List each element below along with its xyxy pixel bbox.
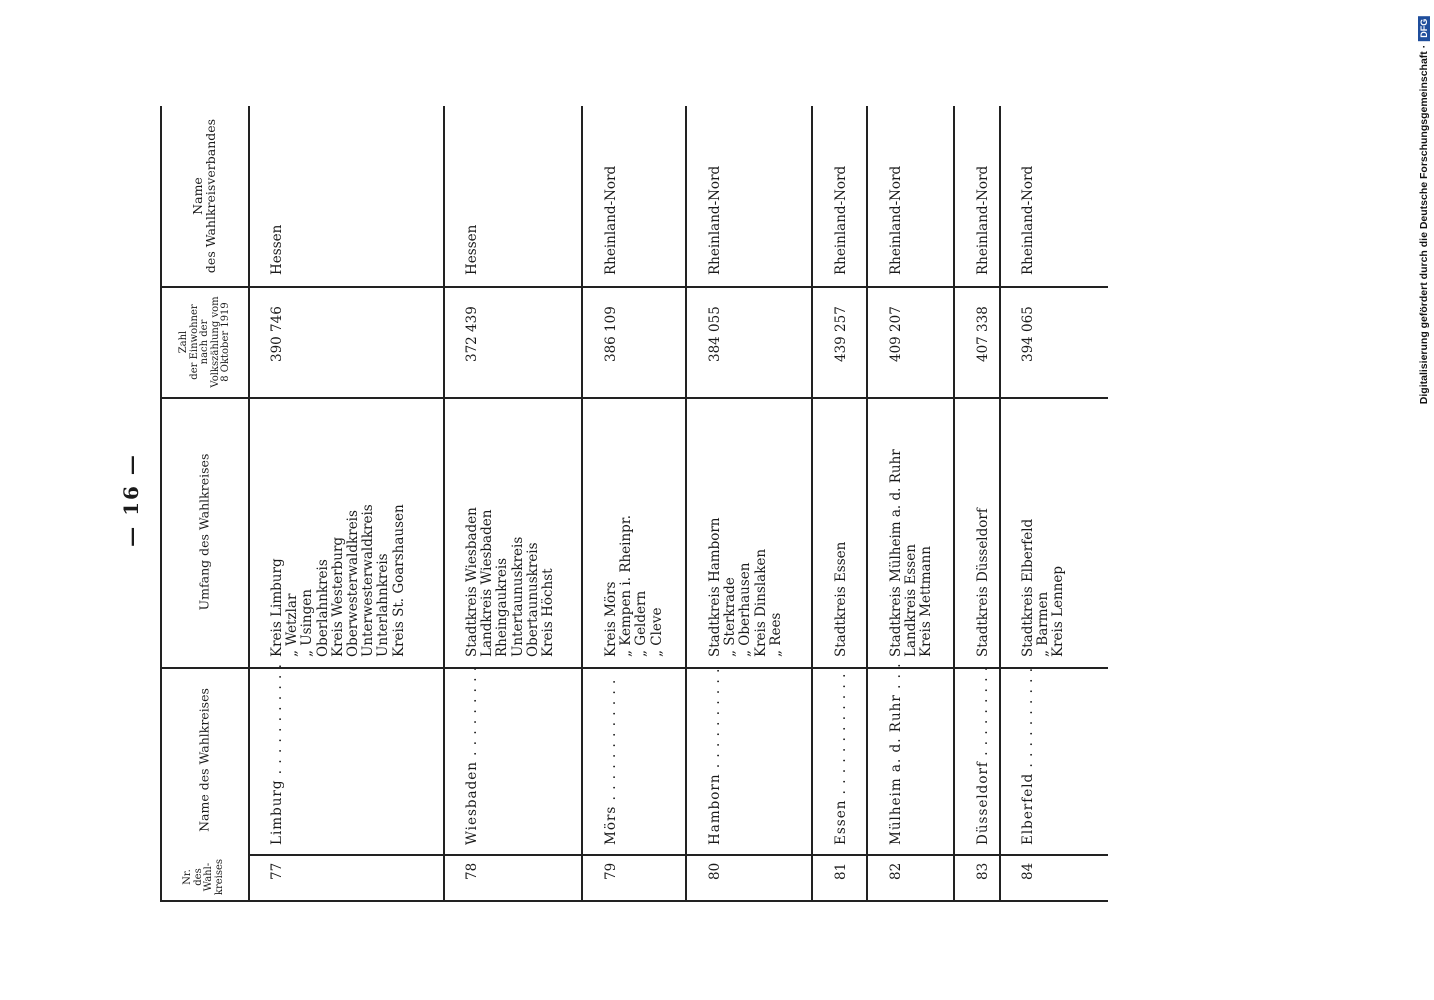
cell-text-umfang bbox=[604, 515, 665, 657]
cell-text-nr: 77 bbox=[269, 862, 285, 880]
rule-row-83 bbox=[953, 106, 955, 902]
umfang-line: Kreis Westerburg bbox=[329, 536, 346, 657]
umfang-line: Stadtkreis Mülheim a. d. Ruhr bbox=[888, 449, 904, 657]
header-nr-line: Wahl- bbox=[203, 862, 214, 892]
header-nr-line: kreises bbox=[213, 858, 225, 896]
umfang-line: Unterlahnkreis bbox=[375, 553, 392, 657]
cell-text-einwohner: 409 207 bbox=[888, 306, 904, 362]
cell-text-verband: Hessen bbox=[269, 224, 285, 275]
umfang-line: „ Kempen i. Rheinpr. bbox=[618, 514, 635, 657]
cell-text-verband: Rheinland-Nord bbox=[603, 165, 619, 275]
cell-text-einwohner: 384 055 bbox=[707, 306, 723, 362]
umfang-line: Kreis Höchst bbox=[540, 568, 557, 657]
cell-text-nr: 84 bbox=[1020, 862, 1036, 880]
header-nr-line: des bbox=[192, 868, 204, 886]
umfang-line: Kreis Dinslaken bbox=[752, 548, 769, 657]
umfang-line: „ Wetzlar bbox=[284, 593, 301, 657]
header-nr-line: Nr. bbox=[182, 869, 193, 885]
cell-text-name: Mörs . . . . . . . . . . . . bbox=[603, 678, 619, 845]
umfang-line: „ Cleve bbox=[648, 607, 665, 657]
umfang-line: Stadtkreis Düsseldorf bbox=[975, 508, 991, 657]
umfang-line: Unterwesterwaldkreis bbox=[360, 504, 377, 657]
cell-text-umfang bbox=[708, 518, 784, 658]
cell-text-einwohner: 390 746 bbox=[269, 306, 285, 362]
umfang-line: Obertaunuskreis bbox=[524, 542, 541, 657]
cell-text-umfang bbox=[270, 504, 407, 657]
cell-text-nr: 79 bbox=[603, 862, 619, 880]
rule-name-umfang bbox=[160, 667, 1108, 669]
header-einwohner-text bbox=[179, 296, 232, 387]
header-einwohner-line: nach der bbox=[198, 319, 210, 365]
umfang-line: Kreis Limburg bbox=[269, 558, 285, 657]
rule-umfang-einwohner bbox=[160, 397, 1108, 399]
umfang-line: „ Geldern bbox=[633, 590, 650, 657]
cell-text-verband: Rheinland-Nord bbox=[707, 165, 723, 275]
rule-row-82 bbox=[866, 106, 868, 902]
cell-text-einwohner: 386 109 bbox=[603, 306, 619, 362]
umfang-line: Kreis St. Goarshausen bbox=[390, 504, 407, 657]
cell-text-umfang bbox=[465, 507, 556, 657]
umfang-line: Kreis Mettmann bbox=[918, 546, 935, 657]
header-nr-text bbox=[183, 859, 225, 895]
cell-text-verband: Rheinland-Nord bbox=[1020, 165, 1036, 275]
cell-text-nr: 80 bbox=[707, 862, 723, 880]
umfang-line: Stadtkreis Elberfeld bbox=[1020, 518, 1036, 657]
cell-text-verband: Rheinland-Nord bbox=[888, 165, 904, 275]
header-verband-line: des Wahlkreisverbandes bbox=[203, 118, 218, 274]
umfang-line: Untertaunuskreis bbox=[509, 536, 526, 657]
cell-text-verband: Rheinland-Nord bbox=[975, 165, 991, 275]
umfang-line: „ Oberhausen bbox=[737, 562, 754, 657]
cell-text-umfang bbox=[976, 508, 991, 657]
digitization-note-text: Digitalisierung gefördert durch die Deutsche Forschungsgemeinschaft · bbox=[1418, 44, 1430, 405]
cell-text-name: Elberfeld . . . . . . . . . . bbox=[1020, 666, 1036, 845]
rule-einwohner-verband bbox=[160, 286, 1108, 288]
cell-text-umfang bbox=[834, 542, 849, 657]
rule-left bbox=[160, 106, 162, 902]
header-verband-text bbox=[191, 119, 217, 273]
umfang-line: Rheingaukreis bbox=[494, 557, 511, 657]
cell-text-verband: Rheinland-Nord bbox=[833, 165, 849, 275]
umfang-line: „ Usingen bbox=[299, 589, 316, 657]
header-einwohner-line: Zahl bbox=[177, 330, 189, 354]
umfang-line: Oberwesterwaldkreis bbox=[345, 510, 362, 657]
dfg-logo: DFG bbox=[1418, 16, 1430, 41]
umfang-line: Stadtkreis Hamborn bbox=[707, 517, 723, 657]
rule-row-78 bbox=[443, 106, 445, 902]
cell-text-name: Wiesbaden . . . . . . . . . bbox=[464, 665, 480, 845]
rule-row-84 bbox=[999, 106, 1001, 902]
umfang-line: Stadtkreis Essen bbox=[833, 541, 849, 657]
cell-text-nr: 81 bbox=[833, 862, 849, 880]
cell-text-umfang bbox=[889, 449, 935, 657]
header-einwohner-line: Volkszählung vom bbox=[209, 296, 221, 388]
umfang-line: „ Rees bbox=[767, 612, 784, 657]
umfang-line: „ Sterkrade bbox=[722, 577, 739, 657]
cell-text-name: Hamborn . . . . . . . . . . bbox=[707, 667, 723, 845]
cell-text-einwohner: 407 338 bbox=[975, 306, 991, 362]
cell-text-nr: 78 bbox=[464, 862, 480, 880]
cell-text-name: Essen . . . . . . . . . . . . bbox=[833, 672, 849, 845]
umfang-line: Landkreis Essen bbox=[903, 544, 920, 657]
rule-row-79 bbox=[581, 106, 583, 902]
cell-text-umfang bbox=[1021, 519, 1067, 657]
cell-text-name: Limburg . . . . . . . . . . . bbox=[269, 663, 285, 845]
umfang-line: Kreis Mörs bbox=[603, 581, 619, 657]
umfang-line: Oberlahnkreis bbox=[314, 559, 331, 657]
rule-row-81 bbox=[811, 106, 813, 902]
umfang-line: Stadtkreis Wiesbaden bbox=[464, 507, 480, 657]
cell-text-einwohner: 394 065 bbox=[1020, 306, 1036, 362]
header-einwohner-line: der Einwohner bbox=[188, 304, 200, 380]
umfang-line: Kreis Lennep bbox=[1050, 565, 1067, 657]
cell-text-einwohner: 439 257 bbox=[833, 306, 849, 362]
cell-text-name: Mülheim a. d. Ruhr . . . bbox=[888, 662, 904, 845]
cell-text-nr: 82 bbox=[888, 862, 904, 880]
rule-header bbox=[248, 106, 250, 902]
header-verband-line: Name bbox=[190, 177, 205, 215]
rule-nr-name bbox=[248, 854, 1108, 856]
header-name-text: Name des Wahlkreises bbox=[196, 688, 212, 832]
cell-text-verband: Hessen bbox=[464, 224, 480, 275]
rule-bottom bbox=[160, 900, 1108, 902]
rule-row-80 bbox=[685, 106, 687, 902]
page-number-text: — 16 — bbox=[119, 453, 143, 547]
header-umfang-text: Umfang des Wahlkreises bbox=[196, 453, 212, 611]
umfang-line: „ Barmen bbox=[1035, 591, 1052, 657]
cell-text-name: Düsseldorf . . . . . . . . . bbox=[975, 665, 991, 845]
header-einwohner-line: 8 Oktober 1919 bbox=[219, 302, 231, 382]
umfang-line: Landkreis Wiesbaden bbox=[479, 509, 496, 657]
cell-text-nr: 83 bbox=[975, 862, 991, 880]
cell-text-einwohner: 372 439 bbox=[464, 306, 480, 362]
